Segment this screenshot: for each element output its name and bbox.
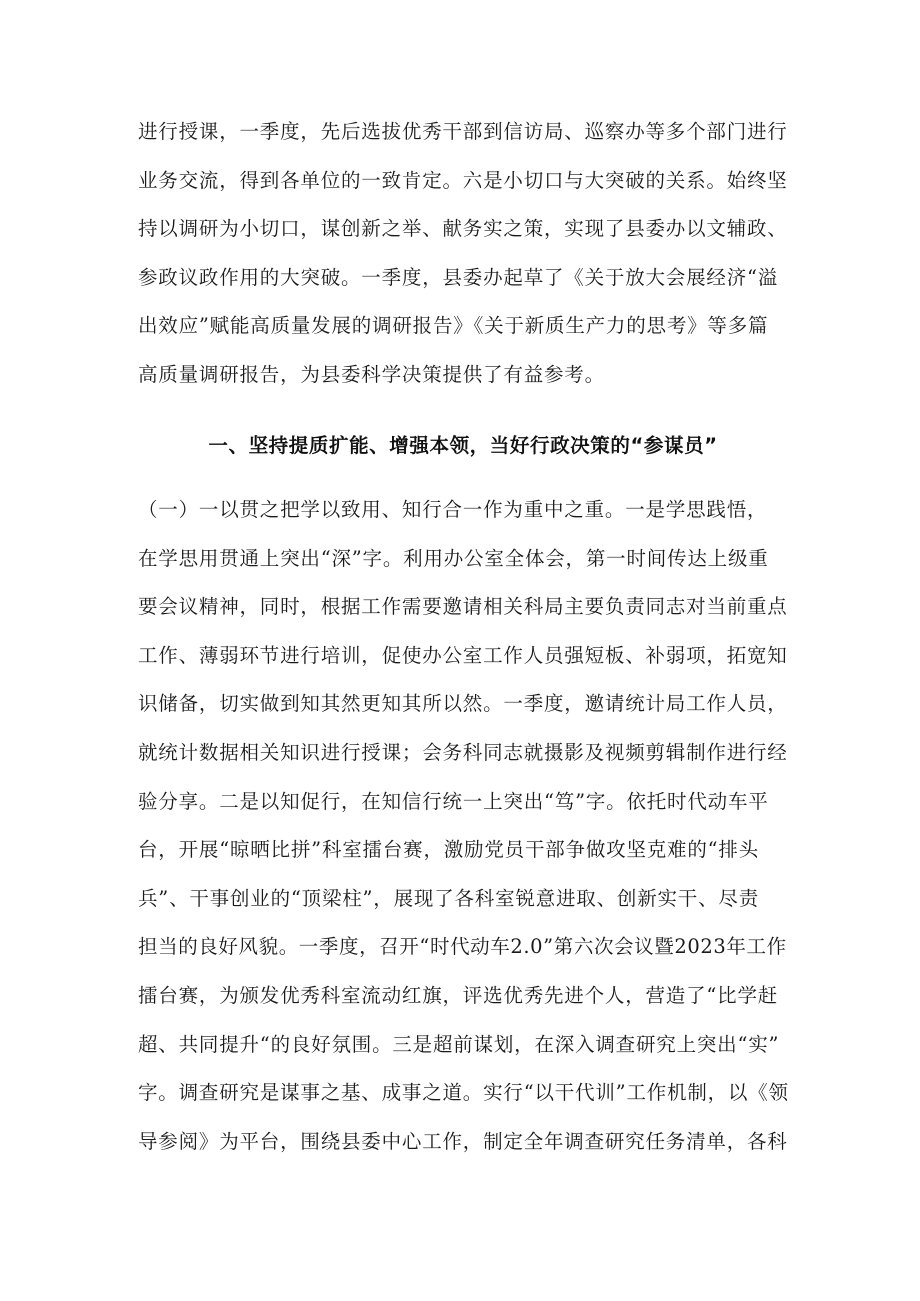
text-line: 验分享。二是以知促行，在知信行统一上突出“笃”字。依托时代动车平 <box>138 789 769 813</box>
text-line: 在学思用贯通上突出“深”字。利用办公室全体会，第一时间传达上级重 <box>138 546 769 570</box>
text-line: 持以调研为小切口，谋创新之举、献务实之策，实现了县委办以文辅政、 <box>138 217 788 241</box>
paragraph-main <box>138 486 788 1166</box>
text-line: 就统计数据相关知识进行授课；会务科同志就摄影及视频剪辑制作进行经 <box>138 740 788 764</box>
text-line: 高质量调研报告，为县委科学决策提供了有益参考。 <box>138 362 605 386</box>
text-line: 出效应”赋能高质量发展的调研报告》《关于新质生产力的思考》等多篇 <box>138 314 769 338</box>
text-line: 参政议政作用的大突破。一季度，县委办起草了《关于放大会展经济“溢 <box>138 265 779 289</box>
paragraph-top <box>138 108 788 400</box>
text-line: 擂台赛，为颁发优秀科室流动红旗，评选优秀先进个人，营造了“比学赶 <box>138 983 779 1007</box>
text-line: 台，开展“晾晒比拼”科室擂台赛，激励党员干部争做攻坚克难的“排头 <box>138 838 760 862</box>
text-line: 要会议精神，同时，根据工作需要邀请相关科局主要负责同志对当前重点 <box>138 595 788 619</box>
text-line: （一）一以贯之把学以致用、知行合一作为重中之重。一是学思践悟， <box>138 498 768 521</box>
text-line: 超、共同提升“的良好氛围。三是超前谋划，在深入调查研究上突出“实” <box>138 1032 780 1056</box>
text-line: 业务交流，得到各单位的一致肯定。六是小切口与大突破的关系。始终坚 <box>138 168 788 192</box>
text-line: 识储备，切实做到知其然更知其所以然。一季度，邀请统计局工作人员， <box>138 692 788 716</box>
section-heading: 一、坚持提质扩能、增强本领，当好行政决策的“参谋员” <box>208 434 718 457</box>
text-line: 工作、薄弱环节进行培训，促使办公室工作人员强短板、补弱项，拓宽知 <box>138 643 788 667</box>
text-line: 兵”、干事创业的“顶梁柱”，展现了各科室锐意进取、创新实干、尽责 <box>138 886 760 910</box>
text-line: 导参阅》为平台，围绕县委中心工作，制定全年调查研究任务清单，各科 <box>138 1129 788 1153</box>
text-line: 担当的良好风貌。一季度，召开“时代动车2.0”第六次会议暨2023年工作 <box>138 935 787 959</box>
text-line: 进行授课，一季度，先后选拔优秀干部到信访局、巡察办等多个部门进行 <box>138 120 788 143</box>
text-line: 字。调查研究是谋事之基、成事之道。实行“以干代训”工作机制，以《领 <box>138 1081 789 1105</box>
